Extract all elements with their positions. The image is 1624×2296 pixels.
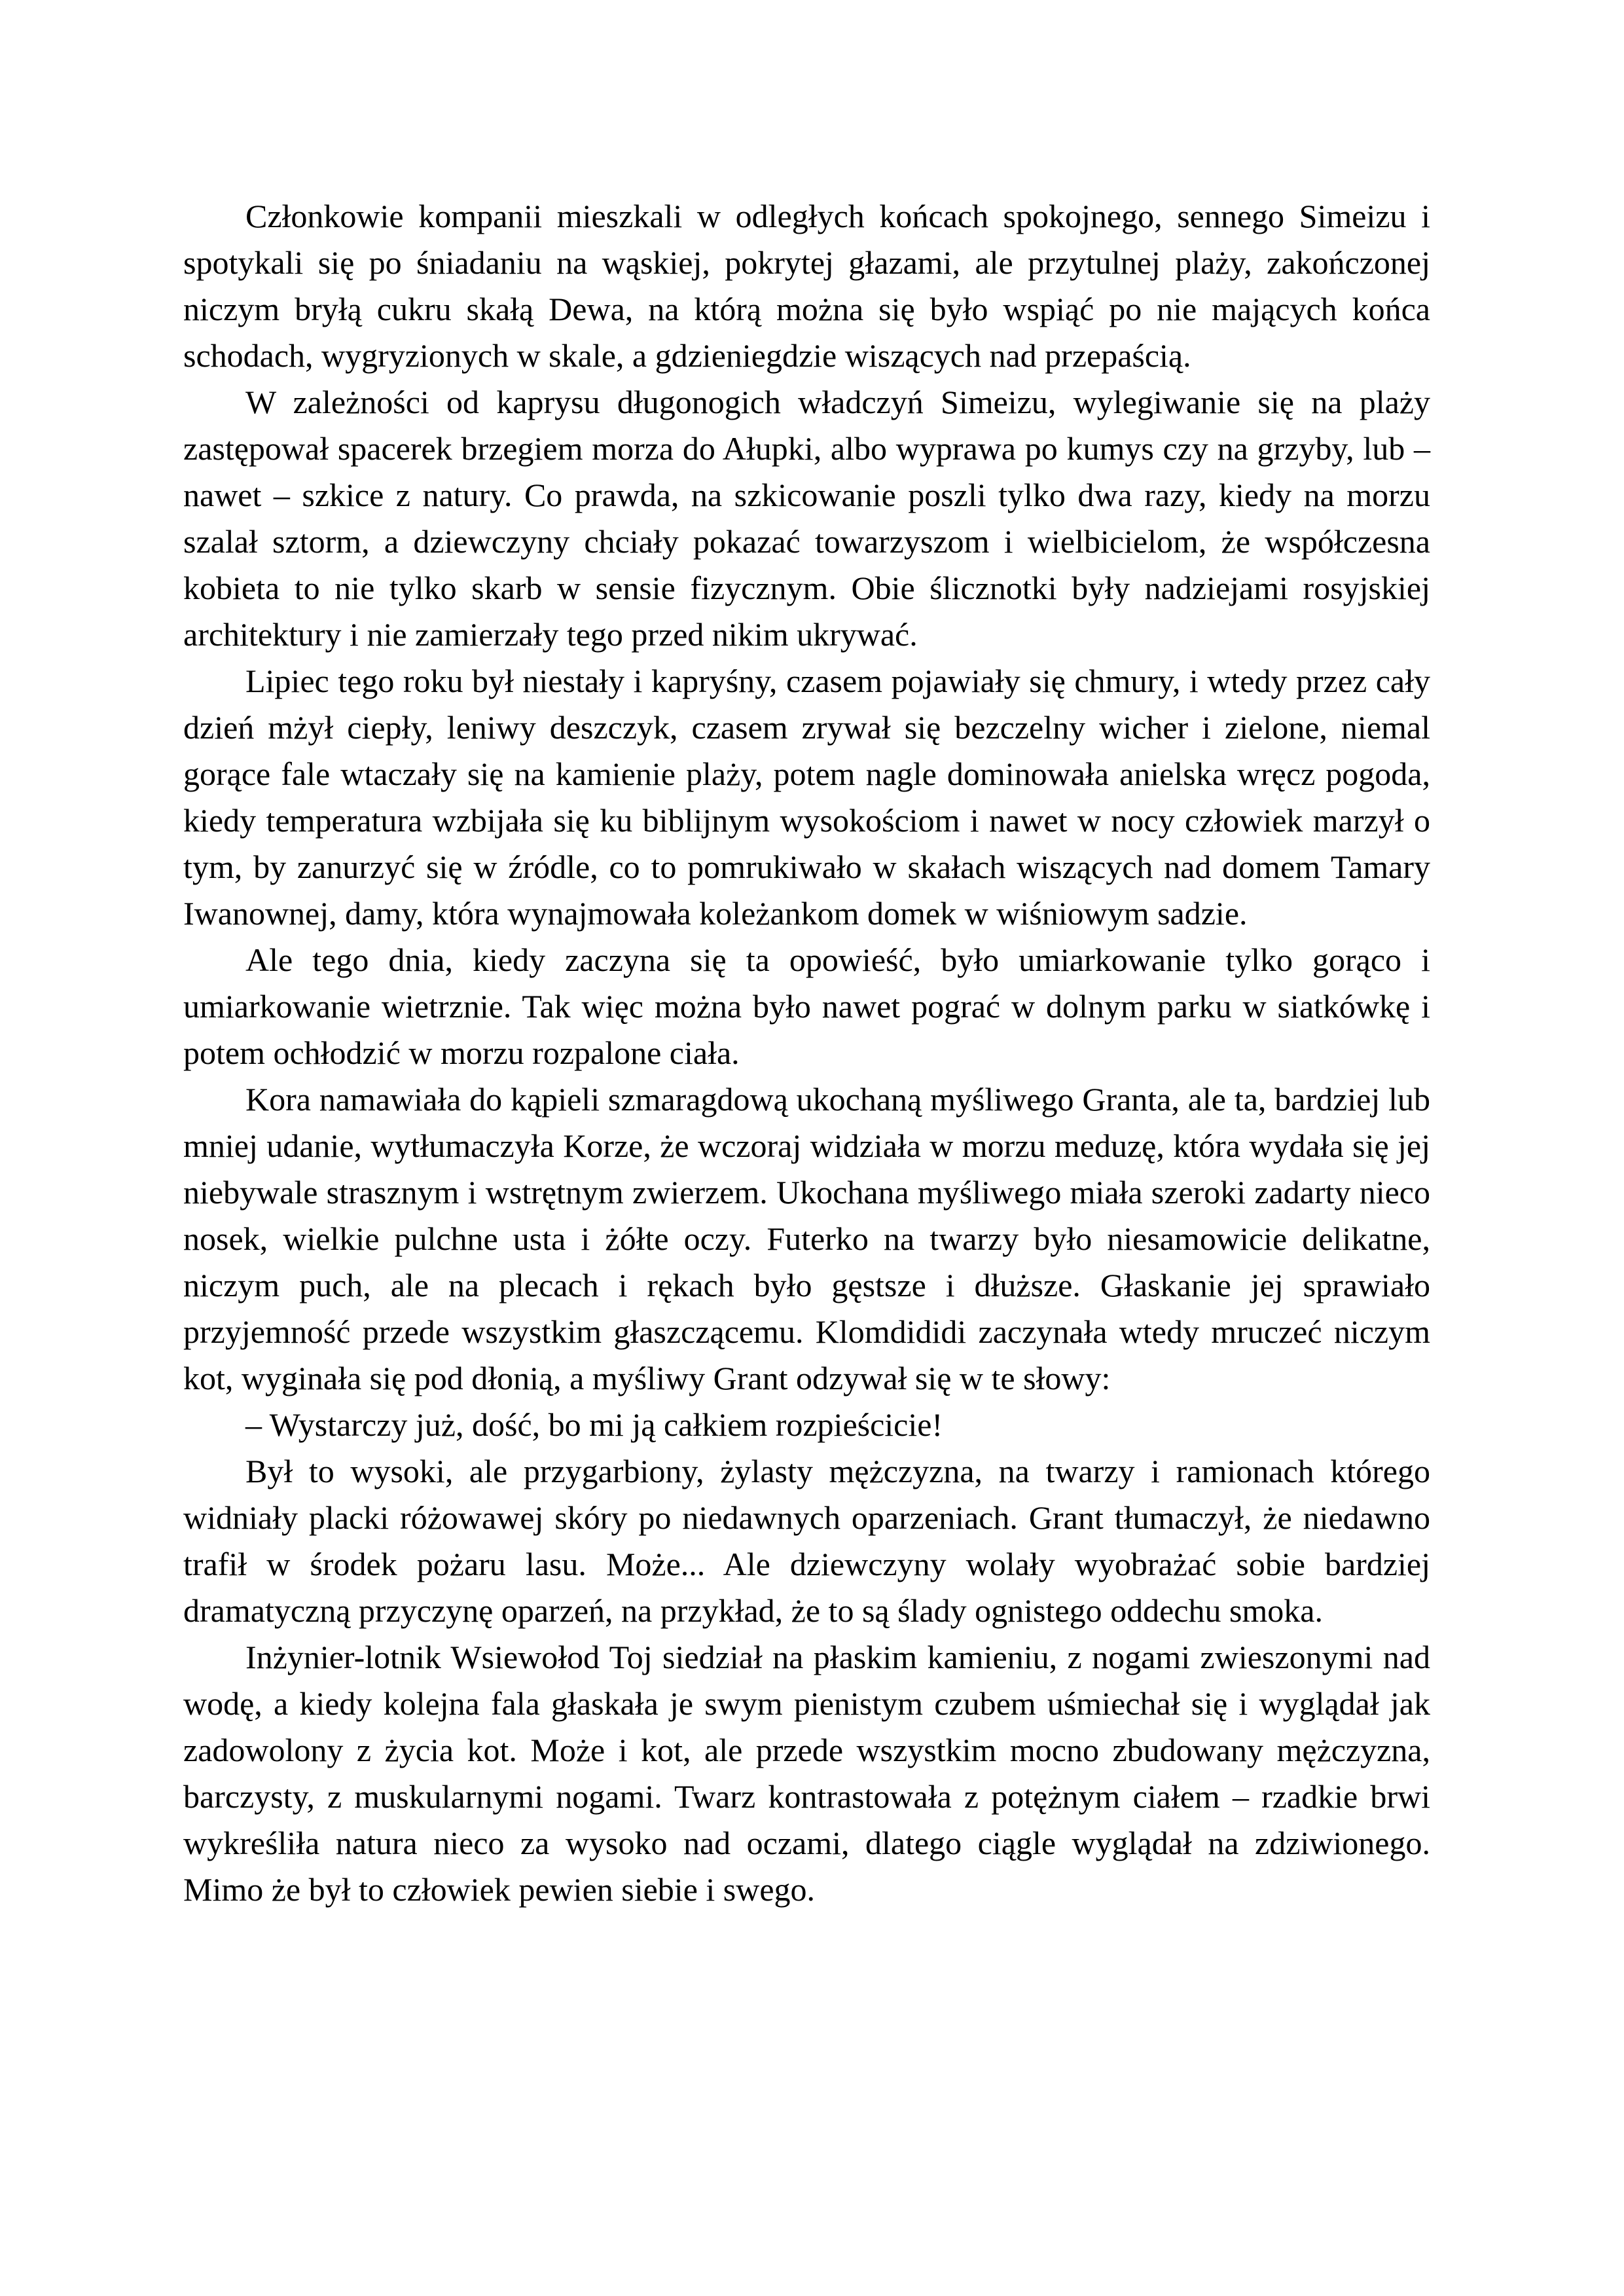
text-block [183, 193, 1430, 1913]
paragraph-2: W zależności od kaprysu długonogich władczyń Simeizu, wylegiwanie się na plaży zastępował spacerek brzegiem morza do Ałupki, albo wyprawa po kumys czy na grzyby, lub – nawet – szkice z natury. Co prawda, na szkicowanie poszli tylko dwa razy, kiedy na morzu szalał sztorm, a dziewczyny chciały pokazać towarzyszom i wielbicielom, że współczesna kobieta to nie tylko skarb w sensie fizycznym. Obie ślicznotki były nadziejami rosyjskiej architektury i nie zamierzały tego przed nikim ukrywać. [183, 384, 1430, 653]
paragraph-8: Inżynier-lotnik Wsiewołod Toj siedział na płaskim kamieniu, z nogami zwieszonymi nad wodę, a kiedy kolejna fala głaskała je swym pienistym czubem uśmiechał się i wyglądał jak zadowolony z życia kot. Może i kot, ale przede wszystkim mocno zbudowany mężczyzna, barczysty, z muskularnymi nogami. Twarz kontrastowała z potężnym ciałem – rzadkie brwi wykreśliła natura nieco za wysoko nad oczami, dlatego ciągle wyglądał na zdziwionego. Mimo że był to człowiek pewien siebie i swego. [183, 1639, 1430, 1908]
paragraph-6-dialogue: – Wystarczy już, dość, bo mi ją całkiem rozpieścicie! [245, 1406, 943, 1443]
paragraph-1: Członkowie kompanii mieszkali w odległych końcach spokojnego, sennego Simeizu i spotykali się po śniadaniu na wąskiej, pokrytej głazami, ale przytulnej plaży, zakończonej niczym bryłą cukru skałą Dewa, na którą można się było wspiąć po nie mających końca schodach, wygryzionych w skale, a gdzieniegdzie wiszących nad przepaścią. [183, 198, 1430, 374]
paragraph-4: Ale tego dnia, kiedy zaczyna się ta opowieść, było umiarkowanie tylko gorąco i umiarkowanie wietrznie. Tak więc można było nawet pograć w dolnym parku w siatkówkę i potem ochłodzić w morzu rozpalone ciała. [183, 941, 1430, 1071]
paragraph-5: Kora namawiała do kąpieli szmaragdową ukochaną myśliwego Granta, ale ta, bardziej lub mniej udanie, wytłumaczyła Korze, że wczoraj widziała w morzu meduzę, która wydała się jej niebywale strasznym i wstrętnym zwierzem. Ukochana myśliwego miała szeroki zadarty nieco nosek, wielkie pulchne usta i żółte oczy. Futerko na twarzy było niesamowicie delikatne, niczym puch, ale na plecach i rękach było gęstsze i dłuższe. Głaskanie jej sprawiało przyjemność przede wszystkim głaszczącemu. Klomdididi zaczynała wtedy mruczeć niczym kot, wyginała się pod dłonią, a myśliwy Grant odzywał się w te słowy: [183, 1081, 1430, 1396]
paragraph-3: Lipiec tego roku był niestały i kapryśny, czasem pojawiały się chmury, i wtedy przez cały dzień mżył ciepły, leniwy deszczyk, czasem zrywał się bezczelny wicher i zielone, niemal gorące fale wtaczały się na kamienie plaży, potem nagle dominowała anielska wręcz pogoda, kiedy temperatura wzbijała się ku biblijnym wysokościom i nawet w nocy człowiek marzył o tym, by zanurzyć się w źródle, co to pomrukiwało w skałach wiszących nad domem Tamary Iwanownej, damy, która wynajmowała koleżankom domek w wiśniowym sadzie. [183, 663, 1430, 932]
paragraph-7: Był to wysoki, ale przygarbiony, żylasty mężczyzna, na twarzy i ramionach którego widniały placki różowawej skóry po niedawnych oparzeniach. Grant tłumaczył, że niedawno trafił w środek pożaru lasu. Może... Ale dziewczyny wolały wyobrażać sobie bardziej dramatyczną przyczynę oparzeń, na przykład, że to są ślady ognistego oddechu smoka. [183, 1453, 1430, 1629]
